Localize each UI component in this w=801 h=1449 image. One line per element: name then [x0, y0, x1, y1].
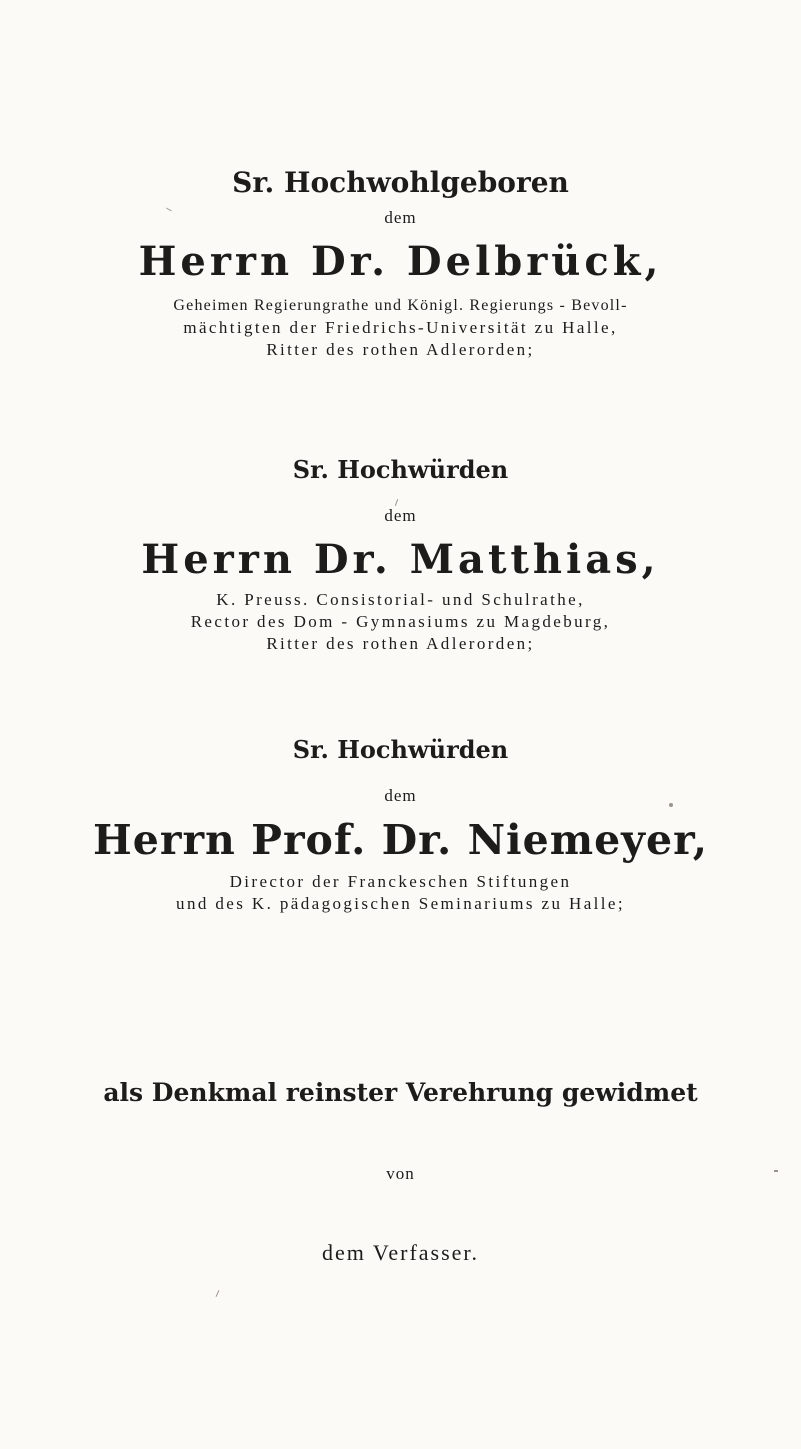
article-2: dem — [384, 506, 417, 525]
von-word: von — [386, 1164, 415, 1183]
recipient-title-2-line-3: Ritter des rothen Adlerorden; — [266, 634, 535, 653]
recipient-title-1-line-1: Geheimen Regierungrathe und Königl. Regierungs - Bevoll- — [173, 297, 628, 314]
recipient-title-3-line-1: Director der Franckeschen Stiftungen — [229, 872, 572, 891]
article-1: dem — [384, 208, 417, 227]
article-3: dem — [384, 786, 417, 805]
author-line: dem Verfasser. — [321, 1240, 480, 1265]
salutation-2: Sr. Hochwürden — [292, 455, 509, 484]
dedication-line: als Denkmal reinster Verehrung gewidmet — [103, 1078, 698, 1107]
recipient-name-1: Herrn Dr. Delbrück, — [138, 238, 663, 285]
recipient-title-1-line-2: mächtigten der Friedrichs-Universität zu Halle, — [183, 318, 618, 337]
recipient-name-2: Herrn Dr. Matthias, — [141, 536, 660, 583]
recipient-title-3-line-2: und des K. pädagogischen Seminariums zu Halle; — [176, 894, 625, 913]
paper-speck — [395, 499, 398, 506]
recipient-title-1-line-3: Ritter des rothen Adlerorden; — [266, 340, 535, 359]
paper-speck — [669, 803, 673, 807]
paper-speck — [774, 1170, 778, 1172]
paper-speck — [216, 1290, 220, 1297]
recipient-title-2-line-1: K. Preuss. Consistorial- und Schulrathe, — [216, 590, 585, 609]
recipient-title-2-line-2: Rector des Dom - Gymnasiums zu Magdeburg, — [190, 612, 611, 631]
salutation-1: Sr. Hochwohlgeboren — [232, 166, 569, 199]
recipient-name-3: Herrn Prof. Dr. Niemeyer, — [93, 816, 708, 864]
salutation-3: Sr. Hochwürden — [292, 735, 509, 764]
